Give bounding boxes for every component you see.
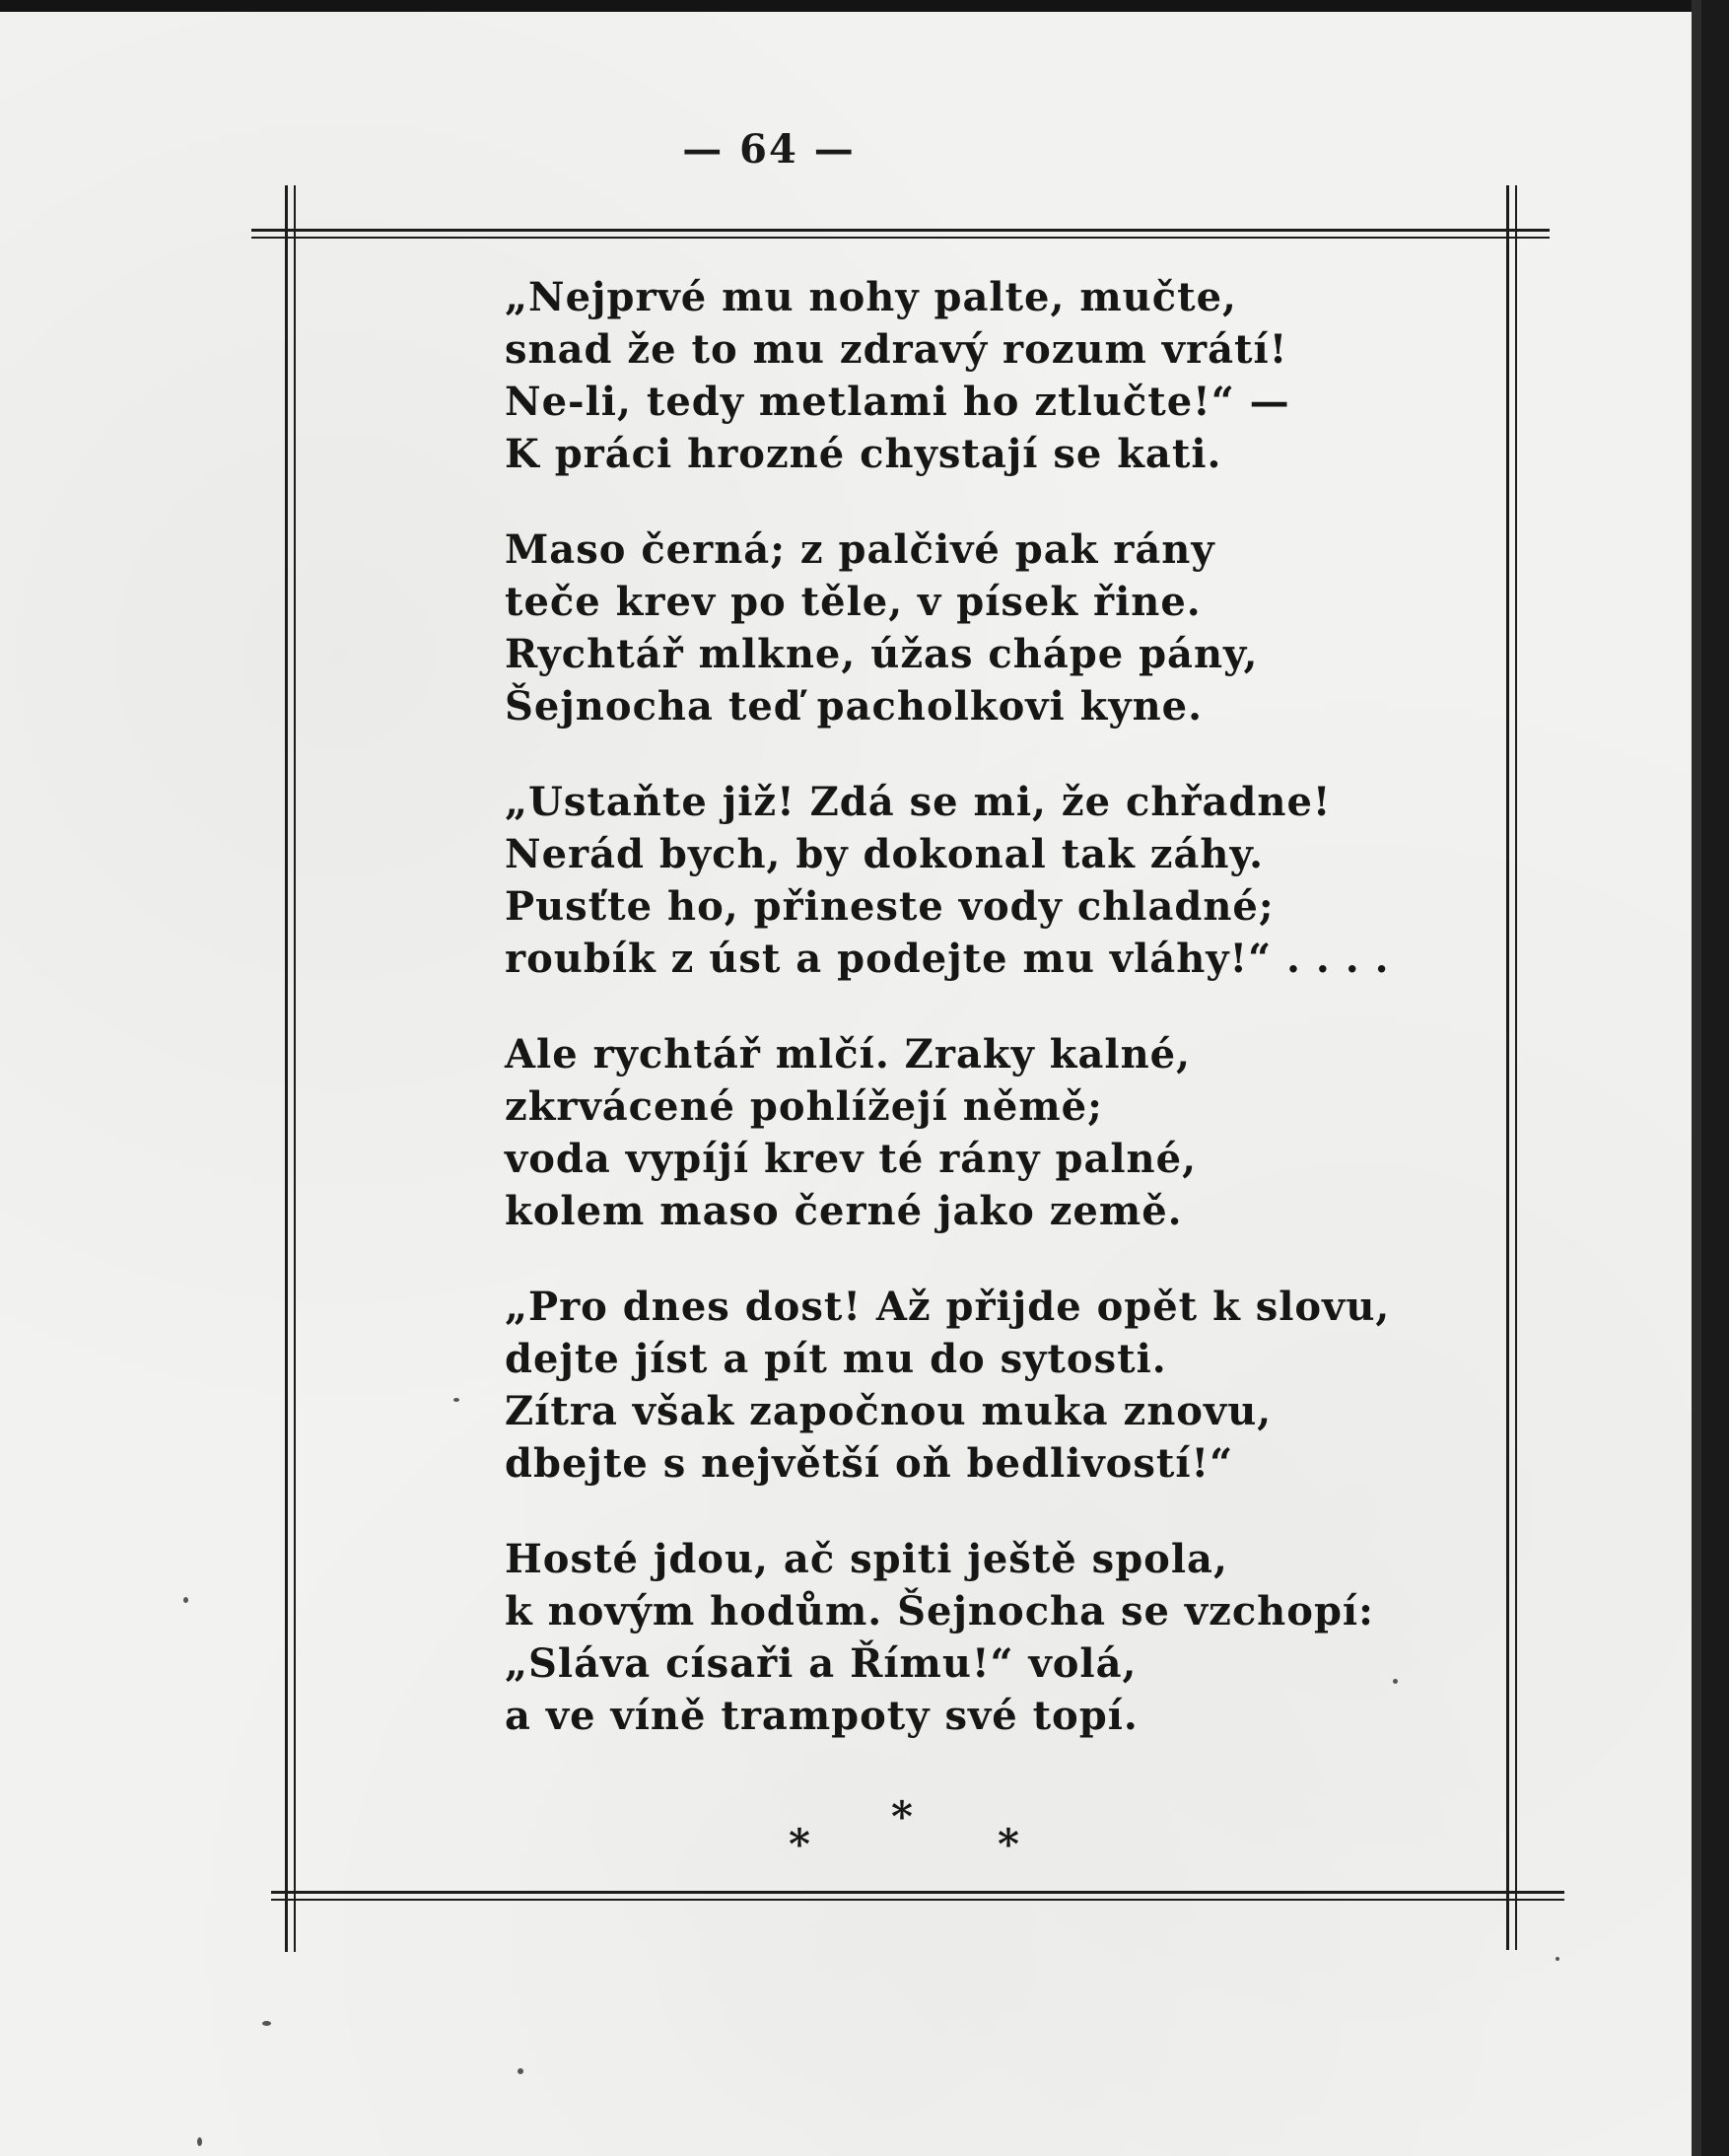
poem-line: Nerád bych, by dokonal tak záhy. xyxy=(505,831,1265,877)
poem-line: teče krev po těle, v písek řine. xyxy=(505,579,1202,625)
poem-line: Pusťte ho, přineste vody chladné; xyxy=(505,883,1275,930)
poem-line: Ale rychtář mlčí. Zraky kalné, xyxy=(505,1031,1192,1078)
poem-stanza xyxy=(505,523,1490,732)
poem-stanza xyxy=(505,1281,1490,1490)
poem-line: snad že to mu zdravý rozum vrátí! xyxy=(505,326,1288,373)
poem-line: Ne-li, tedy metlami ho ztlučte!“ — xyxy=(505,379,1290,425)
poem-stanza xyxy=(505,1028,1490,1237)
poem-line: Hosté jdou, ač spiti ještě spola, xyxy=(505,1536,1228,1582)
scan-speck xyxy=(453,1398,459,1402)
poem-line: kolem maso černé jako země. xyxy=(505,1188,1183,1234)
poem-body xyxy=(505,271,1490,1785)
scan-speck xyxy=(518,2068,523,2074)
scan-speck xyxy=(197,2137,202,2146)
scan-speck xyxy=(262,2021,271,2026)
poem-line: dejte jíst a pít mu do sytosti. xyxy=(505,1336,1167,1382)
asterisk-top: * xyxy=(891,1792,913,1841)
poem-line: „Ustaňte již! Zdá se mi, že chřadne! xyxy=(505,779,1332,825)
asterisk-left: * xyxy=(789,1820,810,1868)
poem-line: Rychtář mlkne, úžas chápe pány, xyxy=(505,631,1259,677)
scan-speck xyxy=(183,1597,188,1603)
poem-line: roubík z úst a podejte mu vláhy!“ . . . . xyxy=(505,936,1390,982)
poem-line: K práci hrozné chystají se kati. xyxy=(505,431,1222,477)
poem-line: dbejte s největší oň bedlivostí!“ xyxy=(505,1440,1234,1487)
poem-line: „Sláva císaři a Římu!“ volá, xyxy=(505,1640,1138,1687)
asterisk-right: * xyxy=(998,1820,1019,1868)
asterism-ornament xyxy=(789,1792,1025,1868)
page-number: — 64 — xyxy=(682,126,856,173)
poem-line: „Pro dnes dost! Až přijde opět k slovu, xyxy=(505,1284,1391,1330)
poem-line: voda vypíjí krev té rány palné, xyxy=(505,1136,1198,1182)
poem-line: „Nejprvé mu nohy palte, mučte, xyxy=(505,274,1237,320)
poem-line: zkrvácené pohlížejí němě; xyxy=(505,1083,1103,1130)
poem-line: Zítra však započnou muka znovu, xyxy=(505,1388,1273,1434)
poem-line: k novým hodům. Šejnocha se vzchopí: xyxy=(505,1588,1374,1634)
poem-stanza xyxy=(505,1533,1490,1742)
poem-line: Maso černá; z palčivé pak rány xyxy=(505,526,1215,573)
poem-stanza xyxy=(505,776,1490,985)
poem-line: a ve víně trampoty své topí. xyxy=(505,1693,1139,1739)
poem-stanza xyxy=(505,271,1490,480)
page-edge-inner xyxy=(1692,0,1701,2156)
scan-speck xyxy=(1556,1957,1559,1961)
scan-speck xyxy=(1393,1679,1398,1684)
poem-line: Šejnocha teď pacholkovi kyne. xyxy=(505,683,1204,730)
page-edge-shadow xyxy=(1692,0,1729,2156)
